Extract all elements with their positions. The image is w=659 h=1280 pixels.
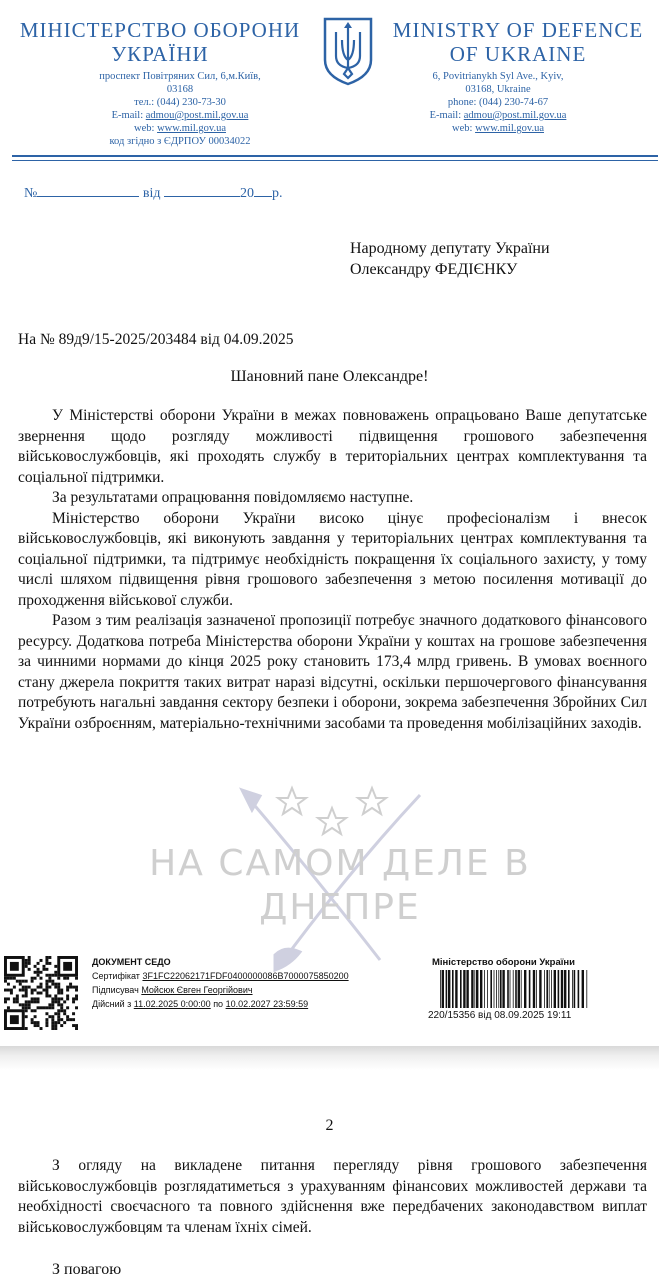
reg-year-blank — [254, 183, 272, 197]
reference-line: На № 89д9/15-2025/203484 від 04.09.2025 — [18, 331, 294, 348]
email-ua-label: E-mail: — [111, 110, 146, 121]
esign-signer-row — [92, 983, 349, 997]
qr-code — [4, 956, 78, 1030]
addressee-line2: Олександру ФЕДІЄНКУ — [350, 261, 518, 278]
esign-valid-to: 10.02.2027 23:59:59 — [225, 999, 309, 1009]
page-break — [0, 1046, 659, 1070]
barcode — [440, 970, 590, 1008]
esign-block — [92, 955, 349, 1011]
esign-title: ДОКУМЕНТ СЕДО — [92, 957, 171, 967]
esign-org: Міністерство оборони України — [432, 957, 575, 968]
ministry-title-en-line2: OF UKRAINE — [449, 42, 587, 66]
paragraph-4: Разом з тим реалізація зазначеної пропозиції потребує значного додаткового фінансового ресурсу. Додаткова потреба Міністерства оборони України у коштах на грошове забезпечення за чинними нормами до кінця 2025 року становить 173,4 млрд гривень. В умовах воєнного стану джерела покриття таких витрат наразі відсутні, оскільки першочергового фінансування потребують нагальні завдання сектору безпеки і оборони, зокрема забезпечення Збройних Сил України озброєнням, матеріально-технічними засобами та проведення мобілізаційних заходів. — [18, 612, 647, 732]
esign-valid-to-label: по — [210, 999, 226, 1009]
letterhead-en — [378, 18, 658, 135]
web-en-label: web: — [452, 123, 476, 134]
esign-cert-label: Сертифікат — [92, 971, 143, 981]
email-en-link[interactable]: admou@post.mil.gov.ua — [463, 110, 567, 121]
web-ua-row — [10, 122, 310, 135]
web-ua-link[interactable]: www.mil.gov.ua — [157, 123, 226, 134]
reg-number-label: № — [24, 186, 38, 201]
address-ua-line1: проспект Повітряних Сил, 6,м.Київ, — [99, 71, 261, 82]
registration-line — [24, 183, 282, 202]
reg-date-blank — [164, 183, 240, 197]
phone-en: phone: (044) 230-74-67 — [447, 97, 549, 108]
web-en-link[interactable]: www.mil.gov.ua — [475, 123, 544, 134]
watermark-text — [140, 842, 540, 930]
web-en-row — [378, 122, 658, 135]
letter-body — [18, 406, 647, 734]
esign-valid-label: Дійсний з — [92, 999, 134, 1009]
esign-cert-value: 3F1FC22062171FDF0400000086B7000075850200 — [142, 971, 349, 981]
address-en-line1: 6, Povitrianykh Syl Ave., Kyiv, — [432, 71, 564, 82]
closing: З повагою — [52, 1261, 122, 1278]
watermark-line1: НА САМОМ ДЕЛЕ В — [149, 843, 531, 884]
address-en-line2: 03168, Ukraine — [465, 84, 531, 95]
reg-year-suffix: р. — [271, 186, 283, 201]
addressee-line1: Народному депутату України — [350, 240, 550, 257]
esign-cert-row — [92, 969, 349, 983]
phone-ua: тел.: (044) 230-73-30 — [134, 97, 226, 108]
reg-date-label: від — [142, 186, 161, 201]
email-ua-row — [10, 109, 310, 122]
page-number: 2 — [325, 1117, 334, 1134]
web-ua-label: web: — [134, 123, 158, 134]
esign-valid-from: 11.02.2025 0:00:00 — [133, 999, 211, 1009]
address-ua-line2: 03168 — [166, 84, 194, 95]
paragraph-2: За результатами опрацювання повідомляємо наступне. — [52, 489, 414, 506]
trident-icon — [322, 16, 374, 86]
salutation: Шановний пане Олександре! — [230, 368, 429, 385]
addressee — [350, 238, 550, 280]
esign-valid-row — [92, 997, 349, 1011]
paragraph-1: У Міністерстві оборони України в межах повноважень опрацьовано Ваше депутатське звернення щодо розгляду можливості підвищення грошового забезпечення військовослужбовців, які проходять службу в територіальних центрах комплектування та соціальної підтримки. — [18, 407, 647, 486]
edrpou-code: код згідно з ЄДРПОУ 00034022 — [109, 136, 251, 147]
email-en-row — [378, 109, 658, 122]
ministry-title-en-line1: MINISTRY OF DEFENCE — [392, 18, 644, 42]
ministry-title-ua-line1: МІНІСТЕРСТВО ОБОРОНИ — [19, 18, 301, 42]
reg-year-prefix: 20 — [239, 186, 254, 201]
page2-paragraph: З огляду на викладене питання перегляду рівня грошового забезпечення військовослужбовців розглядатиметься з урахуванням фінансових можливостей держави та необхідності своєчасного та повного здійснення вже передбачених законодавством виплат військовослужбовцям та членам їхніх сімей. — [18, 1157, 647, 1236]
esign-reg-number: 220/15356 від 08.09.2025 19:11 — [428, 1010, 572, 1021]
header-divider-thick — [12, 155, 658, 157]
header-divider-thin — [12, 160, 658, 161]
reg-number-blank — [37, 183, 139, 197]
paragraph-3: Міністерство оборони України високо цінує професіоналізм і внесок військовослужбовців, які виконують завдання у територіальних центрах комплектування та соціальної підтримки, та підтримує необхідність покращення їх соціального захисту, у тому числі шляхом підвищення рівня грошового забезпечення з метою посилення мотивації до проходження військової служби. — [18, 509, 647, 609]
esign-signer-value: Мойсюк Євген Георгійович — [141, 985, 253, 995]
email-ua-link[interactable]: admou@post.mil.gov.ua — [145, 110, 249, 121]
watermark-line2: ДНЕПРЕ — [259, 887, 421, 928]
esign-signer-label: Підписувач — [92, 985, 142, 995]
ministry-title-ua-line2: УКРАЇНИ — [111, 42, 209, 66]
page2-body — [18, 1156, 647, 1238]
letterhead-ua — [10, 18, 310, 148]
email-en-label: E-mail: — [429, 110, 464, 121]
